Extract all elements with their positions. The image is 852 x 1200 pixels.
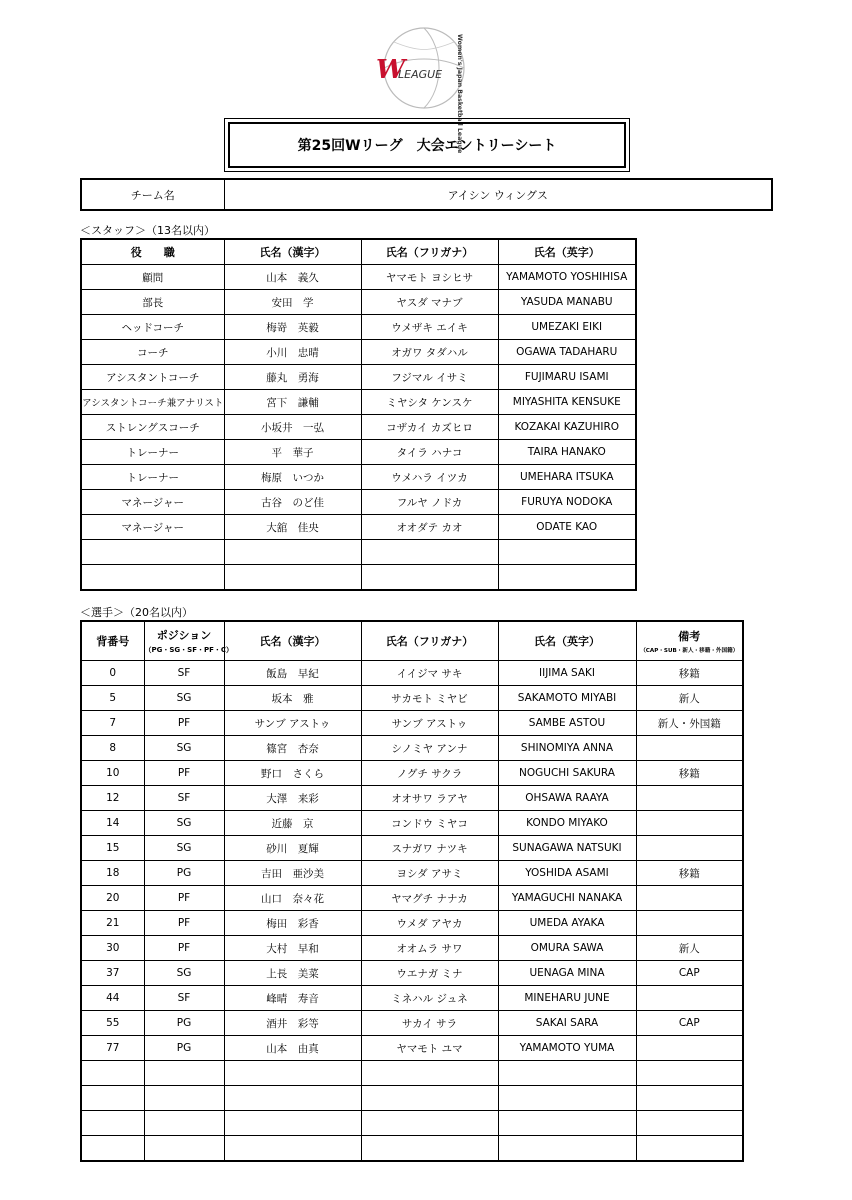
player-name-kana: オオムラ サワ (361, 936, 498, 961)
player-remarks: CAP (636, 961, 743, 986)
staff-name-kana (361, 565, 498, 591)
staff-row (81, 315, 636, 340)
staff-row (81, 515, 636, 540)
player-name-kanji: 酒井 彩等 (224, 1011, 361, 1036)
player-name-english: IIJIMA SAKI (498, 661, 636, 686)
player-position: PF (144, 936, 224, 961)
staff-name-kana: タイラ ハナコ (361, 440, 498, 465)
player-name-english (498, 1061, 636, 1086)
player-position: PF (144, 761, 224, 786)
player-row (81, 1011, 743, 1036)
staff-role: トレーナー (81, 440, 224, 465)
player-name-kana: ウエナガ ミナ (361, 961, 498, 986)
player-position: SG (144, 686, 224, 711)
player-name-english: SUNAGAWA NATSUKI (498, 836, 636, 861)
players-header-kanji: 氏名（漢字） (224, 621, 361, 661)
team-value: アイシン ウィングス (224, 179, 772, 210)
staff-header-kanji: 氏名（漢字） (224, 239, 361, 265)
staff-name-kanji: 梅原 いつか (224, 465, 361, 490)
player-name-kanji (224, 1136, 361, 1162)
player-name-english: SAKAMOTO MIYABI (498, 686, 636, 711)
player-name-kanji: 上長 美菜 (224, 961, 361, 986)
staff-name-kanji: 小川 忠晴 (224, 340, 361, 365)
player-row (81, 861, 743, 886)
staff-name-kana: ヤスダ マナブ (361, 290, 498, 315)
player-number: 15 (81, 836, 144, 861)
staff-row (81, 365, 636, 390)
player-row (81, 836, 743, 861)
staff-role: マネージャー (81, 515, 224, 540)
staff-name-english: ODATE KAO (498, 515, 636, 540)
player-position: SF (144, 661, 224, 686)
player-name-kana: サカモト ミヤビ (361, 686, 498, 711)
player-number: 12 (81, 786, 144, 811)
player-number (81, 1061, 144, 1086)
players-header-remarks-label: 備考 (678, 630, 701, 643)
player-remarks (636, 986, 743, 1011)
page-title: 第25回Wリーグ 大会エントリーシート (228, 122, 626, 168)
staff-name-kanji: 大舘 佳央 (224, 515, 361, 540)
staff-row (81, 415, 636, 440)
player-name-kana: ヤマグチ ナナカ (361, 886, 498, 911)
player-remarks: CAP (636, 1011, 743, 1036)
player-name-kana: イイジマ サキ (361, 661, 498, 686)
player-name-kana: ミネハル ジュネ (361, 986, 498, 1011)
staff-name-kana: オガワ タダハル (361, 340, 498, 365)
staff-header-row (81, 239, 636, 265)
staff-row (81, 290, 636, 315)
title-box (224, 118, 630, 172)
player-name-kana: サンブ アストゥ (361, 711, 498, 736)
player-name-kana: ノグチ サクラ (361, 761, 498, 786)
player-number: 0 (81, 661, 144, 686)
players-table (80, 620, 744, 1162)
staff-row (81, 540, 636, 565)
player-name-english: UMEDA AYAKA (498, 911, 636, 936)
staff-name-english: TAIRA HANAKO (498, 440, 636, 465)
player-remarks (636, 736, 743, 761)
player-number (81, 1111, 144, 1136)
player-row (81, 811, 743, 836)
player-remarks (636, 1136, 743, 1162)
player-remarks (636, 886, 743, 911)
player-name-english: YOSHIDA ASAMI (498, 861, 636, 886)
staff-name-kana: フルヤ ノドカ (361, 490, 498, 515)
player-remarks (636, 1111, 743, 1136)
player-name-kanji: 山口 奈々花 (224, 886, 361, 911)
staff-name-english: MIYASHITA KENSUKE (498, 390, 636, 415)
player-position: PF (144, 911, 224, 936)
player-name-kanji (224, 1111, 361, 1136)
player-name-kana: サカイ サラ (361, 1011, 498, 1036)
player-name-english (498, 1136, 636, 1162)
players-header-number: 背番号 (81, 621, 144, 661)
player-remarks (636, 1086, 743, 1111)
player-name-kana (361, 1061, 498, 1086)
player-name-kanji: 近藤 京 (224, 811, 361, 836)
player-remarks: 移籍 (636, 861, 743, 886)
player-name-english: OMURA SAWA (498, 936, 636, 961)
staff-section-label: ＜スタッフ＞（13名以内） (80, 224, 215, 237)
player-name-english: SAMBE ASTOU (498, 711, 636, 736)
player-name-kanji: 大澤 来彩 (224, 786, 361, 811)
logo-league: LEAGUE (398, 68, 443, 81)
player-row (81, 986, 743, 1011)
player-number (81, 1086, 144, 1111)
players-header-remarks-note: （CAP・SUB・新人・移籍・外国籍） (640, 648, 739, 654)
player-position: PG (144, 1011, 224, 1036)
player-remarks (636, 1061, 743, 1086)
player-position: SG (144, 736, 224, 761)
player-name-kanji: 山本 由真 (224, 1036, 361, 1061)
player-name-kana: ヨシダ アサミ (361, 861, 498, 886)
player-number: 21 (81, 911, 144, 936)
player-position (144, 1086, 224, 1111)
staff-name-kanji: 安田 学 (224, 290, 361, 315)
player-remarks: 移籍 (636, 761, 743, 786)
player-name-kanji: 吉田 亜沙美 (224, 861, 361, 886)
player-name-kanji: 砂川 夏輝 (224, 836, 361, 861)
player-remarks (636, 1036, 743, 1061)
team-label: チーム名 (81, 179, 224, 210)
players-header-kana: 氏名（フリガナ） (361, 621, 498, 661)
player-name-english: MINEHARU JUNE (498, 986, 636, 1011)
player-name-english: SAKAI SARA (498, 1011, 636, 1036)
player-number: 18 (81, 861, 144, 886)
player-row (81, 686, 743, 711)
staff-name-kana: ウメハラ イツカ (361, 465, 498, 490)
player-remarks (636, 911, 743, 936)
player-remarks: 新人 (636, 686, 743, 711)
staff-row (81, 265, 636, 290)
staff-row (81, 565, 636, 591)
staff-role: 顧問 (81, 265, 224, 290)
staff-row (81, 390, 636, 415)
player-row (81, 661, 743, 686)
players-header-english: 氏名（英字） (498, 621, 636, 661)
staff-header-english: 氏名（英字） (498, 239, 636, 265)
player-position (144, 1136, 224, 1162)
player-position: SG (144, 961, 224, 986)
player-row (81, 961, 743, 986)
player-name-english: KONDO MIYAKO (498, 811, 636, 836)
player-name-english: YAMAMOTO YUMA (498, 1036, 636, 1061)
staff-name-kanji (224, 565, 361, 591)
staff-role: 部長 (81, 290, 224, 315)
staff-name-kanji: 小坂井 一弘 (224, 415, 361, 440)
logo-arc-text: Women's Japan Basketball League (456, 34, 463, 154)
staff-name-kana: ウメザキ エイキ (361, 315, 498, 340)
player-number: 30 (81, 936, 144, 961)
logo-w: W (376, 55, 406, 85)
staff-role: マネージャー (81, 490, 224, 515)
players-header-row (81, 621, 743, 661)
player-number: 8 (81, 736, 144, 761)
player-name-kanji: 篠宮 杏奈 (224, 736, 361, 761)
player-name-english: SHINOMIYA ANNA (498, 736, 636, 761)
player-row (81, 1086, 743, 1111)
staff-row (81, 465, 636, 490)
player-row (81, 886, 743, 911)
staff-table (80, 238, 637, 591)
staff-header-role: 役 職 (81, 239, 224, 265)
players-header-position (144, 621, 234, 661)
player-name-english (498, 1086, 636, 1111)
player-number: 14 (81, 811, 144, 836)
player-remarks: 新人 (636, 936, 743, 961)
staff-role (81, 540, 224, 565)
staff-header-kana: 氏名（フリガナ） (361, 239, 498, 265)
player-position: PG (144, 861, 224, 886)
player-position (144, 1111, 224, 1136)
player-remarks: 新人・外国籍 (636, 711, 743, 736)
player-number (81, 1136, 144, 1162)
staff-name-english (498, 540, 636, 565)
player-position: SG (144, 836, 224, 861)
player-number: 5 (81, 686, 144, 711)
staff-role: ヘッドコーチ (81, 315, 224, 340)
staff-role: トレーナー (81, 465, 224, 490)
player-number: 37 (81, 961, 144, 986)
players-header-remarks (636, 621, 743, 661)
player-row (81, 711, 743, 736)
player-number: 7 (81, 711, 144, 736)
player-position: PF (144, 886, 224, 911)
player-row (81, 786, 743, 811)
staff-name-kana: オオダテ カオ (361, 515, 498, 540)
player-name-english: OHSAWA RAAYA (498, 786, 636, 811)
player-name-kanji: 峰晴 寿音 (224, 986, 361, 1011)
player-remarks: 移籍 (636, 661, 743, 686)
staff-name-kanji: 平 華子 (224, 440, 361, 465)
player-number: 10 (81, 761, 144, 786)
player-row (81, 1061, 743, 1086)
player-position (144, 1061, 224, 1086)
player-name-kanji: 坂本 雅 (224, 686, 361, 711)
staff-row (81, 340, 636, 365)
player-name-english: UENAGA MINA (498, 961, 636, 986)
player-row (81, 911, 743, 936)
players-header-position-note: （PG・SG・SF・PF・C） (144, 646, 234, 654)
player-row (81, 736, 743, 761)
player-name-english (498, 1111, 636, 1136)
staff-role: ストレングスコーチ (81, 415, 224, 440)
staff-name-kanji: 宮下 謙輔 (224, 390, 361, 415)
player-name-kanji: 飯島 早紀 (224, 661, 361, 686)
staff-name-english: OGAWA TADAHARU (498, 340, 636, 365)
players-section-label: ＜選手＞（20名以内） (80, 606, 193, 619)
staff-name-english: YAMAMOTO YOSHIHISA (498, 265, 636, 290)
player-name-english: NOGUCHI SAKURA (498, 761, 636, 786)
player-number: 77 (81, 1036, 144, 1061)
staff-name-kana: フジマル イサミ (361, 365, 498, 390)
player-remarks (636, 786, 743, 811)
player-name-english: YAMAGUCHI NANAKA (498, 886, 636, 911)
staff-name-english: FUJIMARU ISAMI (498, 365, 636, 390)
staff-name-english: YASUDA MANABU (498, 290, 636, 315)
player-name-kana (361, 1136, 498, 1162)
staff-name-english (498, 565, 636, 591)
player-position: SF (144, 786, 224, 811)
player-row (81, 936, 743, 961)
player-name-kana: ヤマモト ユマ (361, 1036, 498, 1061)
player-name-kana: ウメダ アヤカ (361, 911, 498, 936)
staff-name-kana: ミヤシタ ケンスケ (361, 390, 498, 415)
staff-role: アシスタントコーチ兼アナリスト (81, 390, 224, 415)
staff-name-english: UMEZAKI EIKI (498, 315, 636, 340)
staff-row (81, 440, 636, 465)
player-name-kana (361, 1111, 498, 1136)
staff-name-kana: コザカイ カズヒロ (361, 415, 498, 440)
team-row (81, 179, 772, 210)
player-position: SF (144, 986, 224, 1011)
player-number: 44 (81, 986, 144, 1011)
player-name-kana: シノミヤ アンナ (361, 736, 498, 761)
wleague-logo (368, 22, 476, 154)
player-name-kanji: サンブ アストゥ (224, 711, 361, 736)
player-name-kana: コンドウ ミヤコ (361, 811, 498, 836)
player-name-kanji: 大村 早和 (224, 936, 361, 961)
staff-name-kanji: 古谷 のど佳 (224, 490, 361, 515)
staff-role (81, 565, 224, 591)
player-name-kana (361, 1086, 498, 1111)
player-number: 55 (81, 1011, 144, 1036)
staff-name-kanji: 山本 義久 (224, 265, 361, 290)
team-table (80, 178, 773, 211)
staff-name-english: KOZAKAI KAZUHIRO (498, 415, 636, 440)
staff-name-kanji: 藤丸 勇海 (224, 365, 361, 390)
player-name-kana: スナガワ ナツキ (361, 836, 498, 861)
player-name-kanji (224, 1061, 361, 1086)
player-row (81, 1111, 743, 1136)
player-position: PF (144, 711, 224, 736)
player-name-kana: オオサワ ラアヤ (361, 786, 498, 811)
player-row (81, 761, 743, 786)
staff-role: コーチ (81, 340, 224, 365)
player-remarks (636, 811, 743, 836)
players-header-position-label: ポジション (156, 629, 212, 642)
player-position: PG (144, 1036, 224, 1061)
staff-name-kanji (224, 540, 361, 565)
player-name-kanji: 野口 さくら (224, 761, 361, 786)
staff-name-english: UMEHARA ITSUKA (498, 465, 636, 490)
player-row (81, 1136, 743, 1162)
staff-role: アシスタントコーチ (81, 365, 224, 390)
player-remarks (636, 836, 743, 861)
player-number: 20 (81, 886, 144, 911)
staff-name-kana (361, 540, 498, 565)
staff-row (81, 490, 636, 515)
player-row (81, 1036, 743, 1061)
staff-name-kana: ヤマモト ヨシヒサ (361, 265, 498, 290)
player-position: SG (144, 811, 224, 836)
player-name-kanji: 梅田 彩香 (224, 911, 361, 936)
staff-name-english: FURUYA NODOKA (498, 490, 636, 515)
staff-name-kanji: 梅嵜 英毅 (224, 315, 361, 340)
player-name-kanji (224, 1086, 361, 1111)
